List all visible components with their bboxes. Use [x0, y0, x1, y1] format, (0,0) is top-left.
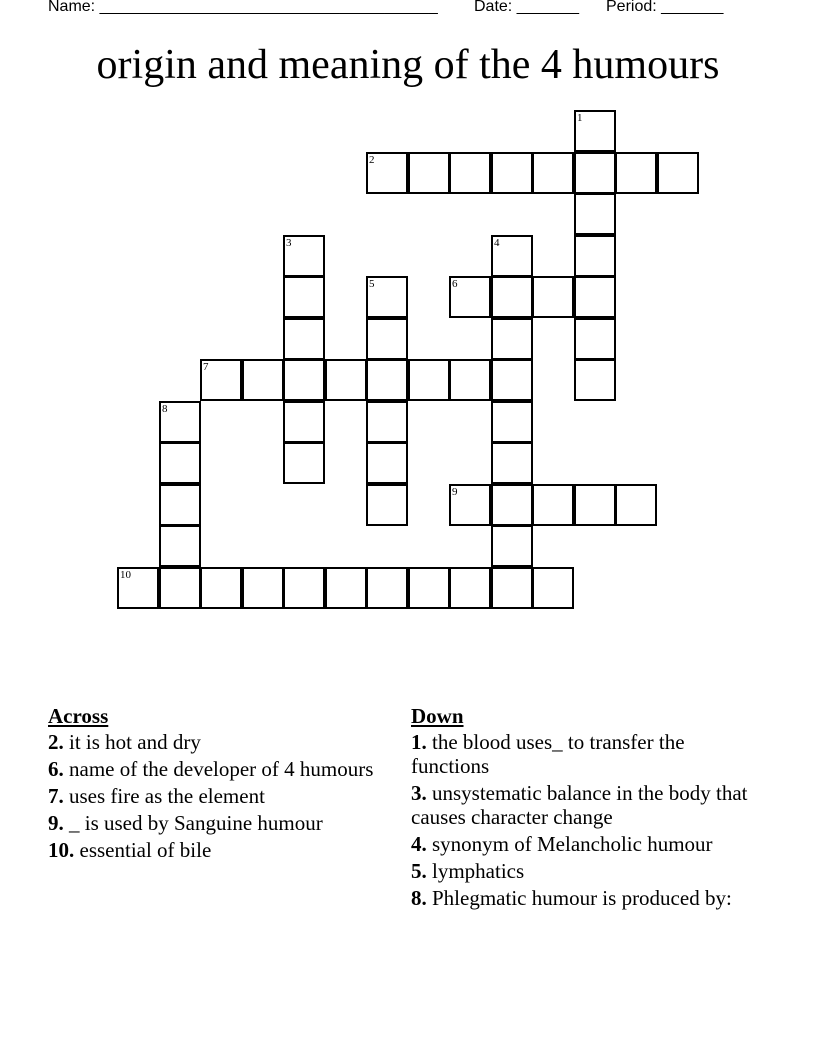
crossword-cell[interactable] [366, 442, 408, 484]
clue-text: essential of bile [79, 838, 212, 862]
across-clue [48, 730, 378, 754]
down-clue [411, 730, 751, 778]
across-clue [48, 838, 378, 862]
crossword-cell[interactable] [242, 567, 284, 609]
crossword-cell[interactable] [491, 401, 533, 443]
crossword-cell[interactable] [449, 152, 491, 194]
period-field-label: Period: _______ [606, 0, 724, 15]
crossword-cell[interactable] [532, 276, 574, 318]
crossword-cell[interactable] [574, 359, 616, 401]
clue-number: 10. [48, 838, 75, 862]
crossword-cell[interactable] [491, 359, 533, 401]
crossword-cell[interactable] [325, 359, 367, 401]
crossword-cell[interactable] [615, 484, 657, 526]
clue-text: it is hot and dry [69, 730, 201, 754]
crossword-cell[interactable] [366, 567, 408, 609]
clue-number: 2. [48, 730, 64, 754]
clue-number: 9. [48, 811, 64, 835]
cell-number: 6 [452, 278, 458, 290]
cell-number: 5 [369, 278, 375, 290]
clue-number: 7. [48, 784, 64, 808]
crossword-cell[interactable] [283, 567, 325, 609]
clue-number: 4. [411, 832, 427, 856]
crossword-cell[interactable] [366, 401, 408, 443]
down-clue [411, 859, 751, 883]
crossword-cell[interactable] [283, 276, 325, 318]
crossword-cell[interactable] [491, 318, 533, 360]
crossword-cell[interactable] [491, 442, 533, 484]
page-title: origin and meaning of the 4 humours [96, 42, 720, 88]
crossword-cell[interactable] [532, 567, 574, 609]
crossword-cell[interactable] [408, 359, 450, 401]
crossword-cell[interactable] [574, 110, 616, 152]
cell-number: 4 [494, 237, 500, 249]
crossword-cell[interactable] [366, 152, 408, 194]
crossword-cell[interactable] [491, 567, 533, 609]
down-clues [411, 704, 751, 913]
crossword-cell[interactable] [242, 359, 284, 401]
crossword-cell[interactable] [117, 567, 159, 609]
crossword-cell[interactable] [159, 484, 201, 526]
crossword-cell[interactable] [615, 152, 657, 194]
crossword-cell[interactable] [491, 152, 533, 194]
crossword-cell[interactable] [449, 276, 491, 318]
crossword-cell[interactable] [408, 567, 450, 609]
across-clues [48, 704, 378, 865]
crossword-cell[interactable] [449, 567, 491, 609]
crossword-cell[interactable] [574, 193, 616, 235]
cell-number: 2 [369, 154, 375, 166]
clue-number: 6. [48, 757, 64, 781]
clue-text: name of the developer of 4 humours [69, 757, 374, 781]
crossword-cell[interactable] [574, 276, 616, 318]
cell-number: 3 [286, 237, 292, 249]
crossword-cell[interactable] [657, 152, 699, 194]
cell-number: 10 [120, 569, 131, 581]
crossword-cell[interactable] [283, 235, 325, 277]
cell-number: 8 [162, 403, 168, 415]
across-heading: Across [48, 704, 109, 728]
crossword-cell[interactable] [449, 359, 491, 401]
cell-number: 1 [577, 112, 583, 124]
cell-number: 9 [452, 486, 458, 498]
crossword-cell[interactable] [574, 235, 616, 277]
crossword-cell[interactable] [491, 235, 533, 277]
crossword-cell[interactable] [366, 484, 408, 526]
name-field-label: Name: ______________________________________ [48, 0, 438, 15]
crossword-cell[interactable] [200, 567, 242, 609]
clue-number: 1. [411, 730, 427, 754]
down-clue [411, 781, 751, 829]
down-clue [411, 886, 751, 910]
crossword-cell[interactable] [574, 152, 616, 194]
cell-number: 7 [203, 361, 209, 373]
crossword-cell[interactable] [159, 442, 201, 484]
crossword-cell[interactable] [283, 442, 325, 484]
clue-text: synonym of Melancholic humour [432, 832, 713, 856]
crossword-cell[interactable] [366, 276, 408, 318]
crossword-cell[interactable] [574, 484, 616, 526]
crossword-cell[interactable] [159, 567, 201, 609]
crossword-cell[interactable] [200, 359, 242, 401]
crossword-cell[interactable] [491, 484, 533, 526]
clue-number: 5. [411, 859, 427, 883]
crossword-cell[interactable] [325, 567, 367, 609]
clue-text: lymphatics [432, 859, 525, 883]
clue-text: Phlegmatic humour is produced by: [432, 886, 732, 910]
crossword-cell[interactable] [491, 525, 533, 567]
crossword-cell[interactable] [491, 276, 533, 318]
clue-text: uses fire as the element [69, 784, 265, 808]
crossword-cell[interactable] [532, 484, 574, 526]
across-clue [48, 757, 378, 781]
down-clue [411, 832, 751, 856]
clue-text: _ is used by Sanguine humour [69, 811, 323, 835]
clue-text: the blood uses_ to transfer the functions [411, 730, 685, 778]
crossword-cell[interactable] [283, 359, 325, 401]
crossword-cell[interactable] [449, 484, 491, 526]
crossword-cell[interactable] [283, 318, 325, 360]
across-clue [48, 811, 378, 835]
date-field-label: Date: _______ [474, 0, 579, 15]
crossword-cell[interactable] [366, 359, 408, 401]
clue-number: 3. [411, 781, 427, 805]
crossword-cell[interactable] [574, 318, 616, 360]
crossword-cell[interactable] [159, 401, 201, 443]
across-clue [48, 784, 378, 808]
crossword-cell[interactable] [159, 525, 201, 567]
crossword-cell[interactable] [408, 152, 450, 194]
down-heading: Down [411, 704, 464, 728]
crossword-cell[interactable] [283, 401, 325, 443]
clue-number: 8. [411, 886, 427, 910]
crossword-cell[interactable] [532, 152, 574, 194]
clue-text: unsystematic balance in the body that causes character change [411, 781, 748, 829]
crossword-cell[interactable] [366, 318, 408, 360]
